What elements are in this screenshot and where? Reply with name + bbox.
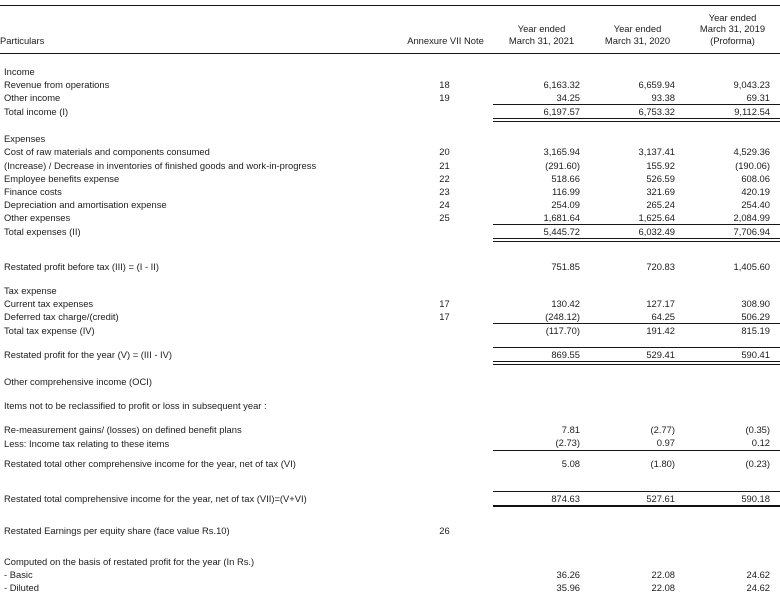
spacer-row (0, 242, 780, 260)
row-note: 20 (398, 145, 493, 158)
spacer-cell (398, 273, 493, 284)
spacer-cell (685, 537, 780, 555)
spacer-cell (0, 388, 398, 399)
spacer-cell (685, 364, 780, 375)
table-row-restated-profit-for-year (0, 347, 780, 361)
row-label: Other expenses (0, 211, 398, 225)
spacer-cell (398, 388, 493, 399)
row-note: 22 (398, 172, 493, 185)
row-value-2020: 22.08 (590, 581, 685, 594)
note-cell (398, 375, 493, 388)
column-header-particulars: Particulars (0, 5, 398, 53)
section-subtitle: Items not to be reclassified to profit or loss in subsequent year : (0, 399, 398, 412)
spacer-cell (0, 450, 398, 457)
spacer-cell (590, 54, 685, 65)
spacer-cell (685, 506, 780, 524)
row-value-2019: 308.90 (685, 297, 780, 310)
row-value-2021: 1,681.64 (493, 211, 590, 225)
row-value-2021: 518.66 (493, 172, 590, 185)
spacer-row (0, 364, 780, 375)
row-label: Deferred tax charge/(credit) (0, 310, 398, 324)
spacer-cell (493, 388, 590, 399)
row-label: Restated total comprehensive income for the year, net of tax (VII)=(V+VI) (0, 491, 398, 506)
row-label: Total tax expense (IV) (0, 324, 398, 338)
spacer-cell (0, 537, 398, 555)
spacer-cell (493, 242, 590, 260)
row-value-2020: 93.38 (590, 91, 685, 105)
spacer-cell (398, 537, 493, 555)
spacer-cell (398, 412, 493, 423)
year-2021-line2: March 31, 2021 (493, 35, 590, 47)
spacer-cell (685, 242, 780, 260)
spacer-cell (0, 470, 398, 488)
oci-subtitle-row (0, 399, 780, 412)
spacer-row (0, 412, 780, 423)
row-label: Restated profit for the year (V) = (III - IV) (0, 347, 398, 361)
row-value-2021: (248.12) (493, 310, 590, 324)
row-value-2020: 0.97 (590, 436, 685, 450)
spacer-cell (493, 273, 590, 284)
value-cell (685, 284, 780, 297)
column-header-year-2021 (493, 5, 590, 53)
table-row-total-income (0, 104, 780, 118)
row-value-2019: 590.41 (685, 347, 780, 361)
spacer-cell (590, 121, 685, 132)
row-value-2020: 22.08 (590, 568, 685, 581)
row-value-2021: 751.85 (493, 260, 590, 273)
row-value-2019: (0.23) (685, 457, 780, 470)
section-title-expenses (0, 132, 780, 145)
spacer-cell (493, 470, 590, 488)
row-value-2021: 36.26 (493, 568, 590, 581)
year-2019-line2: March 31, 2019 (685, 23, 780, 35)
table-row-eps-basic (0, 568, 780, 581)
row-value-2019: 420.19 (685, 185, 780, 198)
table-row-eps-basis (0, 555, 780, 568)
value-cell (493, 375, 590, 388)
row-note (398, 324, 493, 338)
row-note: 26 (398, 524, 493, 537)
value-cell (493, 284, 590, 297)
spacer-cell (685, 470, 780, 488)
value-cell (493, 132, 590, 145)
spacer-cell (398, 121, 493, 132)
row-value-2021: 130.42 (493, 297, 590, 310)
table-row-total-expenses (0, 225, 780, 239)
row-value-2019: 9,112.54 (685, 104, 780, 118)
note-cell (398, 132, 493, 145)
row-note (398, 260, 493, 273)
value-cell (493, 65, 590, 78)
table-row-remeasurement-gains (0, 423, 780, 436)
table-row-depreciation (0, 198, 780, 211)
spacer-cell (493, 337, 590, 344)
spacer-row (0, 506, 780, 524)
spacer-cell (590, 364, 685, 375)
value-cell (493, 524, 590, 537)
value-cell (590, 65, 685, 78)
row-label: - Basic (0, 568, 398, 581)
value-cell (493, 555, 590, 568)
column-header-row (0, 5, 780, 53)
row-value-2021: (117.70) (493, 324, 590, 338)
row-value-2021: 6,197.57 (493, 104, 590, 118)
row-value-2021: 5.08 (493, 457, 590, 470)
table-row-total-comprehensive-income (0, 491, 780, 506)
row-label: Restated profit before tax (III) = (I - II) (0, 260, 398, 273)
row-note: 19 (398, 91, 493, 105)
table-row-other-income (0, 91, 780, 105)
row-value-2019: 608.06 (685, 172, 780, 185)
value-cell (685, 65, 780, 78)
row-note (398, 104, 493, 118)
value-cell (685, 524, 780, 537)
row-value-2021: 869.55 (493, 347, 590, 361)
spacer-row (0, 121, 780, 132)
spacer-cell (398, 470, 493, 488)
row-value-2020: 6,032.49 (590, 225, 685, 239)
value-cell (590, 132, 685, 145)
column-header-annexure-note: Annexure VII Note (398, 5, 493, 53)
table-row-inventories-change (0, 159, 780, 172)
spacer-cell (590, 388, 685, 399)
table-body (0, 54, 780, 594)
row-label: Current tax expenses (0, 297, 398, 310)
row-value-2020: 191.42 (590, 324, 685, 338)
row-value-2020: 1,625.64 (590, 211, 685, 225)
section-label: Income (0, 65, 398, 78)
row-value-2021: 254.09 (493, 198, 590, 211)
spacer-cell (685, 54, 780, 65)
table-row-less-income-tax (0, 436, 780, 450)
value-cell (590, 555, 685, 568)
row-value-2019: 815.19 (685, 324, 780, 338)
row-label: Less: Income tax relating to these items (0, 436, 398, 450)
spacer-cell (0, 412, 398, 423)
row-value-2021: 7.81 (493, 423, 590, 436)
row-note (398, 457, 493, 470)
row-label: Finance costs (0, 185, 398, 198)
row-value-2019: 254.40 (685, 198, 780, 211)
spacer-cell (493, 54, 590, 65)
row-note: 18 (398, 78, 493, 91)
spacer-cell (0, 54, 398, 65)
value-cell (685, 399, 780, 412)
spacer-cell (590, 537, 685, 555)
spacer-cell (398, 506, 493, 524)
spacer-cell (493, 537, 590, 555)
row-value-2020: 3,137.41 (590, 145, 685, 158)
row-value-2019: (0.35) (685, 423, 780, 436)
row-value-2020: 720.83 (590, 260, 685, 273)
table-header (0, 0, 780, 54)
value-cell (493, 399, 590, 412)
row-value-2019: 1,405.60 (685, 260, 780, 273)
row-value-2019: 590.18 (685, 491, 780, 506)
row-value-2020: (2.77) (590, 423, 685, 436)
spacer-cell (493, 364, 590, 375)
column-header-year-2020 (590, 5, 685, 53)
spacer-cell (0, 121, 398, 132)
spacer-cell (398, 242, 493, 260)
spacer-cell (0, 337, 398, 344)
row-value-2021: 3,165.94 (493, 145, 590, 158)
row-note: 23 (398, 185, 493, 198)
note-cell (398, 65, 493, 78)
row-label: Employee benefits expense (0, 172, 398, 185)
spacer-cell (685, 337, 780, 344)
value-cell (590, 524, 685, 537)
section-label: Expenses (0, 132, 398, 145)
spacer-cell (590, 242, 685, 260)
table-row-total-oci (0, 457, 780, 470)
row-label: (Increase) / Decrease in inventories of finished goods and work-in-progress (0, 159, 398, 172)
row-value-2021: 6,163.32 (493, 78, 590, 91)
value-cell (685, 375, 780, 388)
spacer-cell (590, 273, 685, 284)
spacer-row (0, 450, 780, 457)
row-note: 21 (398, 159, 493, 172)
row-value-2020: 321.69 (590, 185, 685, 198)
note-cell (398, 284, 493, 297)
year-2020-line1: Year ended (590, 23, 685, 35)
spacer-row (0, 388, 780, 399)
row-value-2020: 155.92 (590, 159, 685, 172)
row-label: Restated Earnings per equity share (face value Rs.10) (0, 524, 398, 537)
section-title-oci (0, 375, 780, 388)
table-row-current-tax (0, 297, 780, 310)
row-value-2021: (2.73) (493, 436, 590, 450)
section-title-income (0, 65, 780, 78)
section-label: Tax expense (0, 284, 398, 297)
table-row-finance-costs (0, 185, 780, 198)
row-value-2020: 529.41 (590, 347, 685, 361)
spacer-cell (398, 54, 493, 65)
row-note (398, 568, 493, 581)
row-value-2021: 874.63 (493, 491, 590, 506)
table-row-deferred-tax (0, 310, 780, 324)
row-note (398, 436, 493, 450)
row-note: 17 (398, 310, 493, 324)
row-value-2019: 7,706.94 (685, 225, 780, 239)
spacer-cell (493, 412, 590, 423)
spacer-cell (685, 121, 780, 132)
table-row-total-tax-expense (0, 324, 780, 338)
row-value-2020: 127.17 (590, 297, 685, 310)
row-note (398, 347, 493, 361)
section-title-tax-expense (0, 284, 780, 297)
row-value-2020: 265.24 (590, 198, 685, 211)
row-label: Re-measurement gains/ (losses) on defined benefit plans (0, 423, 398, 436)
row-value-2019: 69.31 (685, 91, 780, 105)
row-value-2019: 24.62 (685, 581, 780, 594)
spacer-row (0, 537, 780, 555)
table-row-eps-title (0, 524, 780, 537)
spacer-cell (0, 273, 398, 284)
row-value-2019: 4,529.36 (685, 145, 780, 158)
row-note: 25 (398, 211, 493, 225)
spacer-cell (493, 450, 590, 457)
spacer-cell (590, 337, 685, 344)
row-value-2019: 506.29 (685, 310, 780, 324)
column-header-year-2019 (685, 5, 780, 53)
spacer-row (0, 470, 780, 488)
table-row-revenue-from-operations (0, 78, 780, 91)
row-value-2020: 6,753.32 (590, 104, 685, 118)
row-value-2019: 2,084.99 (685, 211, 780, 225)
row-value-2021: (291.60) (493, 159, 590, 172)
table-row-employee-benefits (0, 172, 780, 185)
spacer-cell (0, 364, 398, 375)
row-value-2019: (190.06) (685, 159, 780, 172)
row-label: Revenue from operations (0, 78, 398, 91)
spacer-cell (398, 364, 493, 375)
spacer-cell (493, 121, 590, 132)
spacer-cell (685, 412, 780, 423)
row-value-2019: 0.12 (685, 436, 780, 450)
spacer-cell (685, 388, 780, 399)
row-label: Total expenses (II) (0, 225, 398, 239)
table-row-other-expenses (0, 211, 780, 225)
spacer-cell (590, 412, 685, 423)
value-cell (590, 284, 685, 297)
row-note: 17 (398, 297, 493, 310)
spacer-cell (590, 470, 685, 488)
row-value-2020: 527.61 (590, 491, 685, 506)
value-cell (590, 375, 685, 388)
row-value-2021: 35.96 (493, 581, 590, 594)
row-value-2020: (1.80) (590, 457, 685, 470)
spacer-cell (685, 450, 780, 457)
row-value-2019: 9,043.23 (685, 78, 780, 91)
row-label: Total income (I) (0, 104, 398, 118)
value-cell (685, 555, 780, 568)
row-value-2020: 6,659.94 (590, 78, 685, 91)
spacer-cell (685, 273, 780, 284)
row-note (398, 491, 493, 506)
spacer-row (0, 337, 780, 344)
spacer-row (0, 54, 780, 65)
year-2019-line1: Year ended (685, 12, 780, 24)
row-label: Other income (0, 91, 398, 105)
year-2020-line2: March 31, 2020 (590, 35, 685, 47)
row-label: - Diluted (0, 581, 398, 594)
value-cell (685, 132, 780, 145)
row-label: Depreciation and amortisation expense (0, 198, 398, 211)
row-label: Restated total other comprehensive income for the year, net of tax (VI) (0, 457, 398, 470)
year-2019-line3: (Proforma) (685, 35, 780, 47)
spacer-cell (590, 450, 685, 457)
row-value-2020: 64.25 (590, 310, 685, 324)
table-row-raw-materials (0, 145, 780, 158)
spacer-row (0, 273, 780, 284)
row-note (398, 423, 493, 436)
note-cell (398, 555, 493, 568)
year-2021-line1: Year ended (493, 23, 590, 35)
row-label: Computed on the basis of restated profit for the year (In Rs.) (0, 555, 398, 568)
spacer-cell (0, 242, 398, 260)
table-row-restated-profit-before-tax (0, 260, 780, 273)
note-cell (398, 399, 493, 412)
row-note: 24 (398, 198, 493, 211)
row-value-2020: 526.59 (590, 172, 685, 185)
value-cell (590, 399, 685, 412)
row-value-2021: 34.25 (493, 91, 590, 105)
spacer-cell (398, 450, 493, 457)
spacer-cell (590, 506, 685, 524)
row-value-2019: 24.62 (685, 568, 780, 581)
row-value-2021: 5,445.72 (493, 225, 590, 239)
row-label: Cost of raw materials and components consumed (0, 145, 398, 158)
row-value-2021: 116.99 (493, 185, 590, 198)
section-label: Other comprehensive income (OCI) (0, 375, 398, 388)
spacer-cell (398, 337, 493, 344)
spacer-cell (0, 506, 398, 524)
row-note (398, 225, 493, 239)
spacer-cell (493, 506, 590, 524)
